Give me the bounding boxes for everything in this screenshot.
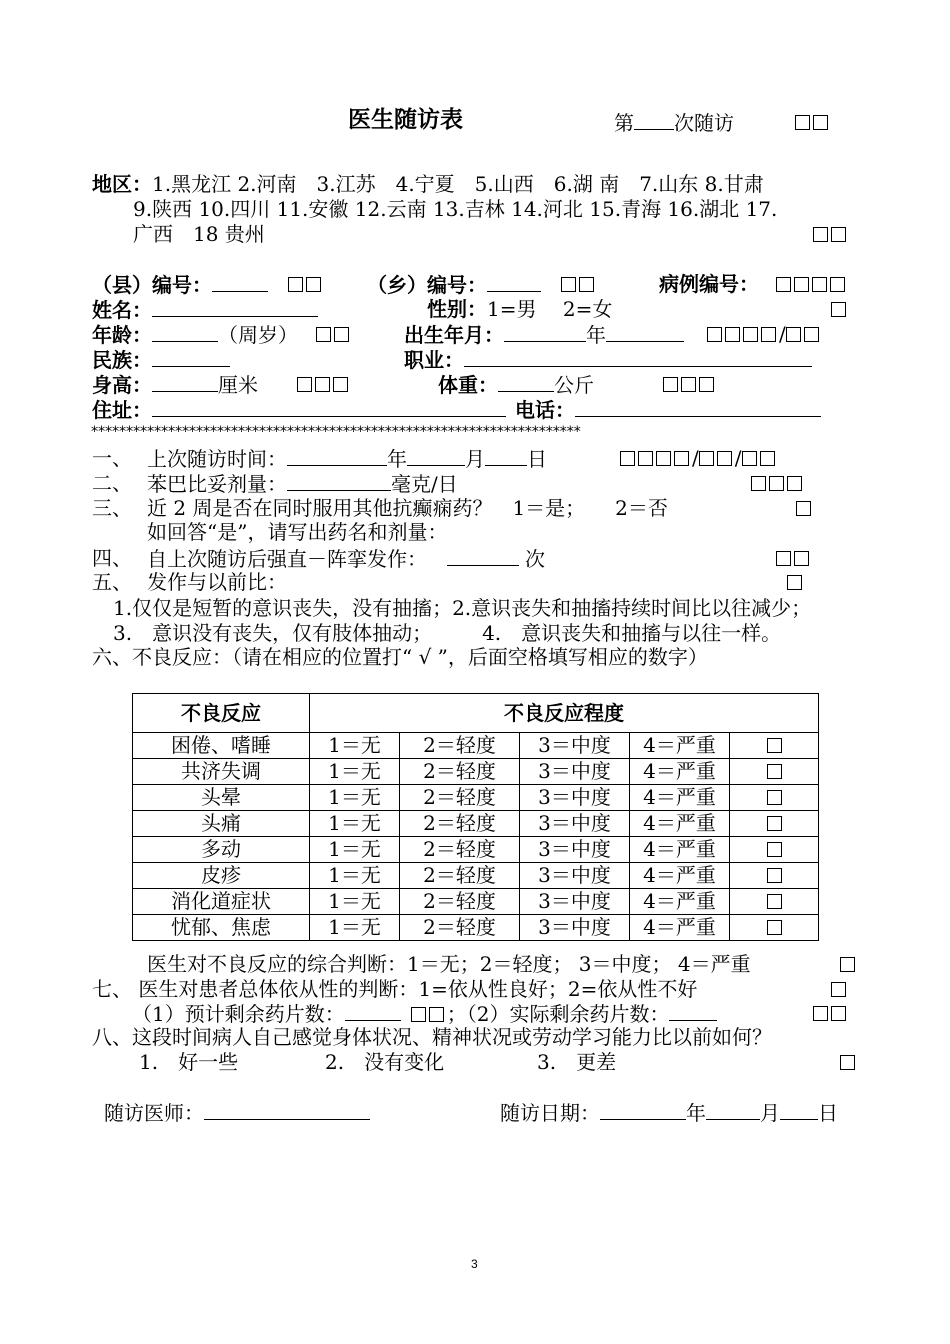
weight-label: 体重： — [438, 373, 498, 397]
q5-option-2: 3. 意识没有丧失，仅有肢体抽动； 4. 意识丧失和抽搐与以往一样。 — [113, 621, 782, 645]
q4-number: 四、 — [92, 546, 132, 570]
q6-text: 六、不良反应：（请在相应的位置打“ √ ”，后面空格填写相应的数字） — [92, 645, 708, 669]
header-degree: 不良反应程度 — [310, 694, 819, 733]
q1-month-field[interactable] — [407, 446, 465, 466]
ethnicity-row — [92, 347, 230, 372]
q8-text: 八、这段时间病人自己感觉身体状况、精神状况或劳动学习能力比以前如何？ — [92, 1025, 772, 1049]
region-options-1: 1.黑龙江 2.河南 3.江苏 4.宁夏 5.山西 6.湖 南 7.山东 8.甘肃 — [152, 172, 764, 196]
severity-option[interactable]: 1＝无 — [310, 811, 400, 837]
doctor-signature-row — [104, 1100, 370, 1125]
reaction-checkbox[interactable] — [730, 785, 819, 811]
q1-slash-2: / — [734, 446, 742, 470]
q1-day-field[interactable] — [485, 446, 527, 466]
severity-option[interactable]: 1＝无 — [310, 863, 400, 889]
severity-option[interactable]: 1＝无 — [310, 733, 400, 759]
q2-row — [147, 471, 458, 496]
weight-unit: 公斤 — [554, 373, 594, 397]
separator-line: ********************************************************************** — [91, 424, 581, 440]
q2-unit: 毫克/日 — [391, 472, 458, 496]
severity-option[interactable]: 4＝严重 — [630, 837, 730, 863]
reaction-checkbox[interactable] — [730, 837, 819, 863]
date-year-field[interactable] — [600, 1100, 686, 1120]
overall-judgement: 医生对不良反应的综合判断：1＝无；2＝轻度； 3＝中度； 4＝严重 — [147, 952, 751, 976]
birth-label: 出生年月： — [404, 323, 504, 347]
birth-year-field[interactable] — [504, 322, 586, 342]
severity-option[interactable]: 2＝轻度 — [400, 811, 520, 837]
table-row — [133, 811, 819, 837]
age-field[interactable] — [152, 322, 218, 342]
phone-row — [515, 397, 821, 422]
date-day-field[interactable] — [780, 1100, 818, 1120]
visit-number — [614, 110, 734, 135]
name-label: 姓名： — [92, 298, 152, 322]
q1-label: 上次随访时间： — [147, 447, 287, 471]
severity-option[interactable]: 1＝无 — [310, 915, 400, 941]
visit-number-field[interactable] — [634, 110, 674, 130]
height-label: 身高： — [92, 373, 152, 397]
severity-option[interactable]: 3＝中度 — [520, 863, 630, 889]
reaction-checkbox[interactable] — [730, 733, 819, 759]
q7-pills-row — [132, 1001, 717, 1026]
severity-option[interactable]: 2＝轻度 — [400, 733, 520, 759]
q2-dose-field[interactable] — [287, 471, 391, 491]
doctor-label: 随访医师： — [104, 1101, 204, 1125]
name-row — [92, 297, 318, 322]
region-options-3: 广西 18 贵州 — [133, 222, 265, 246]
q8-option-3: 3. 更差 — [537, 1050, 617, 1074]
q1-year-field[interactable] — [287, 446, 387, 466]
severity-option[interactable]: 1＝无 — [310, 759, 400, 785]
sex-box[interactable] — [831, 297, 849, 321]
pills-actual-boxes[interactable] — [813, 1001, 849, 1025]
severity-option[interactable]: 2＝轻度 — [400, 785, 520, 811]
county-id-field[interactable] — [212, 272, 268, 292]
severity-option[interactable]: 2＝轻度 — [400, 837, 520, 863]
header-reaction: 不良反应 — [133, 694, 310, 733]
severity-option[interactable]: 2＝轻度 — [400, 863, 520, 889]
reaction-checkbox[interactable] — [730, 863, 819, 889]
severity-option[interactable]: 4＝严重 — [630, 759, 730, 785]
reaction-name: 头痛 — [133, 811, 310, 837]
severity-option[interactable]: 4＝严重 — [630, 915, 730, 941]
address-field[interactable] — [152, 397, 506, 417]
reaction-name: 消化道症状 — [133, 889, 310, 915]
town-id-field[interactable] — [487, 272, 541, 292]
q5-option-1: 1.仅仅是短暂的意识丧失，没有抽搐；2.意识丧失和抽搐持续时间比以往减少； — [113, 596, 812, 620]
severity-option[interactable]: 1＝无 — [310, 889, 400, 915]
reaction-name: 头晕 — [133, 785, 310, 811]
reaction-name: 共济失调 — [133, 759, 310, 785]
date-month-field[interactable] — [706, 1100, 760, 1120]
q3-text: 近 2 周是否在同时服用其他抗癫痫药？ 1＝是； 2＝否 — [147, 496, 668, 520]
q4-row — [147, 546, 545, 571]
birth-slash: / — [779, 322, 786, 346]
address-row — [92, 397, 506, 422]
county-id-label: （县）编号： — [92, 273, 212, 297]
table-row — [133, 759, 819, 785]
q1-year-unit: 年 — [387, 447, 407, 471]
q1-boxes[interactable] — [620, 446, 778, 470]
name-field[interactable] — [152, 297, 318, 317]
q3-box[interactable] — [796, 496, 814, 520]
visit-number-boxes[interactable] — [795, 110, 831, 134]
page-title: 医生随访表 — [348, 106, 463, 133]
age-boxes[interactable] — [316, 322, 352, 346]
region-options-2: 9.陕西 10.四川 11.安徽 12.云南 13.吉林 14.河北 15.青海 16.湖北 17. — [133, 197, 778, 221]
severity-option[interactable]: 4＝严重 — [630, 811, 730, 837]
q1-number: 一、 — [92, 446, 132, 470]
severity-option[interactable]: 4＝严重 — [630, 889, 730, 915]
reaction-name: 困倦、嗜睡 — [133, 733, 310, 759]
table-row — [133, 889, 819, 915]
severity-option[interactable]: 2＝轻度 — [400, 889, 520, 915]
town-id-boxes[interactable] — [561, 272, 597, 296]
age-row — [92, 322, 298, 347]
pills-actual-label: ；（2）实际剩余药片数： — [446, 1002, 670, 1026]
page-number: 3 — [471, 1257, 478, 1271]
severity-option[interactable]: 3＝中度 — [520, 785, 630, 811]
q7-text: 七、 医生对患者总体依从性的判断：1=依从性良好；2=依从性不好 — [92, 977, 698, 1001]
reaction-name: 忧郁、焦虑 — [133, 915, 310, 941]
pills-actual-field[interactable] — [669, 1001, 717, 1021]
phone-label: 电话： — [515, 398, 575, 422]
birth-boxes[interactable] — [707, 322, 822, 346]
overall-box[interactable] — [840, 952, 858, 976]
q1-row — [147, 446, 547, 471]
height-boxes[interactable] — [297, 372, 351, 396]
age-label: 年龄： — [92, 323, 152, 347]
severity-option[interactable]: 3＝中度 — [520, 811, 630, 837]
county-id-boxes[interactable] — [288, 272, 324, 296]
county-id-row — [92, 272, 268, 297]
occupation-field[interactable] — [464, 347, 812, 367]
region-label: 地区： — [92, 172, 152, 196]
occupation-label: 职业： — [404, 348, 464, 372]
severity-option[interactable]: 4＝严重 — [630, 863, 730, 889]
q4-boxes[interactable] — [776, 546, 812, 570]
ethnicity-label: 民族： — [92, 348, 152, 372]
q4-label: 自上次随访后强直－阵挛发作： — [147, 547, 427, 571]
date-month-unit: 月 — [760, 1101, 780, 1125]
severity-option[interactable]: 4＝严重 — [630, 733, 730, 759]
case-id-label: 病例编号： — [659, 272, 759, 296]
region-line-1 — [92, 172, 764, 196]
q5-text: 发作与以前比： — [147, 570, 287, 594]
height-row — [92, 372, 258, 397]
weight-row — [438, 372, 594, 397]
reaction-name: 多动 — [133, 837, 310, 863]
reaction-name: 皮疹 — [133, 863, 310, 889]
reaction-checkbox[interactable] — [730, 889, 819, 915]
date-day-unit: 日 — [818, 1101, 838, 1125]
birth-year-unit: 年 — [586, 323, 606, 347]
date-year-unit: 年 — [686, 1101, 706, 1125]
severity-option[interactable]: 3＝中度 — [520, 889, 630, 915]
reaction-checkbox[interactable] — [730, 759, 819, 785]
q5-box[interactable] — [787, 570, 805, 594]
severity-option[interactable]: 1＝无 — [310, 785, 400, 811]
adverse-reaction-table — [132, 693, 819, 941]
q4-count-field[interactable] — [447, 546, 519, 566]
region-boxes[interactable] — [813, 222, 849, 246]
reaction-checkbox[interactable] — [730, 915, 819, 941]
sex-options: 1=男 2=女 — [487, 297, 613, 321]
q2-number: 二、 — [92, 471, 132, 495]
severity-option[interactable]: 3＝中度 — [520, 733, 630, 759]
q8-box[interactable] — [840, 1050, 858, 1074]
pills-expected-label: （1）预计剩余药片数： — [132, 1002, 345, 1026]
severity-option[interactable]: 2＝轻度 — [400, 915, 520, 941]
q2-boxes[interactable] — [751, 471, 805, 495]
town-id-label: （乡）编号： — [367, 273, 487, 297]
q1-slash-1: / — [692, 446, 699, 470]
height-unit: 厘米 — [218, 373, 258, 397]
q1-month-unit: 月 — [465, 447, 485, 471]
pills-expected-field[interactable] — [345, 1001, 401, 1021]
address-label: 住址： — [92, 398, 152, 422]
q4-unit: 次 — [525, 547, 545, 571]
table-row — [133, 837, 819, 863]
ethnicity-field[interactable] — [152, 347, 230, 367]
q3-number: 三、 — [92, 496, 132, 520]
phone-field[interactable] — [575, 397, 821, 417]
table-row — [133, 733, 819, 759]
q2-label: 苯巴比妥剂量： — [147, 472, 287, 496]
case-id-boxes[interactable] — [776, 272, 848, 296]
birth-month-field[interactable] — [606, 322, 684, 342]
severity-option[interactable]: 3＝中度 — [520, 915, 630, 941]
town-id-row — [367, 272, 541, 297]
visit-prefix: 第 — [614, 111, 634, 135]
sex-label: 性别： — [427, 297, 487, 321]
q5-number: 五、 — [92, 570, 132, 594]
severity-option[interactable]: 3＝中度 — [520, 837, 630, 863]
reaction-checkbox[interactable] — [730, 811, 819, 837]
q8-option-1: 1. 好一些 — [139, 1050, 239, 1074]
weight-field[interactable] — [498, 372, 554, 392]
q7-box[interactable] — [831, 977, 849, 1001]
visit-suffix: 次随访 — [674, 111, 734, 135]
sex-row — [427, 297, 612, 321]
date-label: 随访日期： — [500, 1101, 600, 1125]
severity-option[interactable]: 1＝无 — [310, 837, 400, 863]
q1-day-unit: 日 — [527, 447, 547, 471]
table-row — [133, 863, 819, 889]
severity-option[interactable]: 3＝中度 — [520, 759, 630, 785]
table-row — [133, 785, 819, 811]
birth-row — [404, 322, 684, 347]
occupation-row — [404, 347, 812, 372]
q8-option-2: 2. 没有变化 — [325, 1050, 445, 1074]
visit-date-row — [500, 1100, 838, 1125]
table-row — [133, 915, 819, 941]
severity-option[interactable]: 4＝严重 — [630, 785, 730, 811]
weight-boxes[interactable] — [663, 372, 717, 396]
q3-sub: 如回答“是”，请写出药名和剂量： — [147, 520, 448, 544]
doctor-field[interactable] — [204, 1100, 370, 1120]
age-unit: （周岁） — [218, 323, 298, 347]
severity-option[interactable]: 2＝轻度 — [400, 759, 520, 785]
height-field[interactable] — [152, 372, 218, 392]
